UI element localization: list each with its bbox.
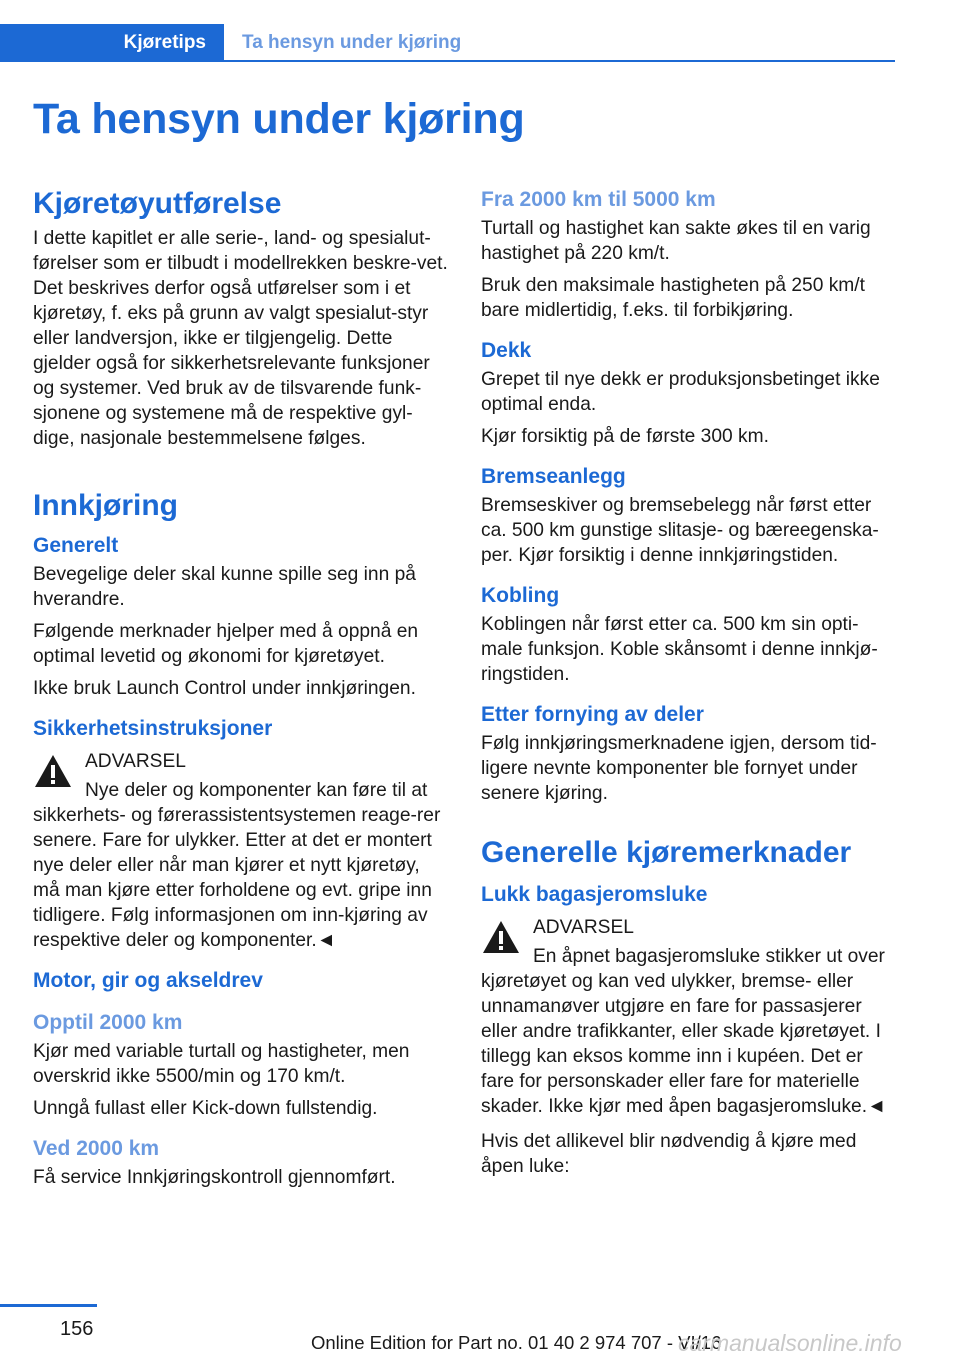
heading-upto-2000: Opptil 2000 km [33, 1011, 183, 1034]
warning-trunk [481, 915, 899, 1119]
heading-clutch: Kobling [481, 584, 560, 607]
heading-brakes: Bremseanlegg [481, 465, 626, 488]
heading-at-2000: Ved 2000 km [33, 1137, 160, 1160]
edition-footer: Online Edition for Part no. 01 40 2 974 707 - VI/16 [311, 1332, 722, 1353]
warning-title: ADVARSEL [533, 917, 634, 938]
chapter-tabbar [0, 24, 895, 62]
heading-engine: Motor, gir og akseldrev [33, 969, 263, 992]
page-title: Ta hensyn under kjøring [33, 95, 525, 143]
warning-safety [33, 749, 451, 953]
heading-renewal: Etter fornying av deler [481, 703, 704, 726]
heading-general: Generelt [33, 534, 119, 557]
paragraph-general-1: Bevegelige deler skal kunne spille seg inn på hverandre. [33, 564, 416, 610]
paragraph-general-3: Ikke bruk Launch Control under innkjøringen. [33, 678, 416, 699]
warning-text: En åpnet bagasjeromsluke stikker ut over kjøretøyet og kan ved ulykker, bremse- eller unnamanøver utgjøre en fare for passasjerer eller andre trafikkanter, eller skade kjøretøyet. I tillegg kan eksos komme inn i kupéen. Det er fare for personskader eller fare for materielle skader. Ikke kjør med åpen bagasjeromsluke.◄ [481, 946, 887, 1117]
watermark: carmanualsonline.info [678, 1330, 902, 1356]
warning-triangle-icon [33, 753, 73, 789]
paragraph-general-2: Følgende merknader hjelper med å oppnå en optimal levetid og økonomi for kjøretøyet. [33, 621, 419, 667]
paragraph-upto-1: Kjør med variable turtall og hastigheter, men overskrid ikke 5500/min og 170 km/t. [33, 1041, 410, 1087]
paragraph-tires-1: Grepet til nye dekk er produksjonsbetinget ikke optimal enda. [481, 369, 880, 415]
heading-tires: Dekk [481, 339, 532, 362]
heading-general-notes: Generelle kjøremerknader [481, 836, 852, 869]
tab-chapter[interactable]: Kjøretips [0, 24, 224, 62]
warning-triangle-icon [481, 919, 521, 955]
warning-text: Nye deler og komponenter kan føre til at sikkerhets- og førerassistentsystemen reage-rer senere. Fare for ulykker. Etter at det er montert nye deler eller når man kjører et nytt kjøretøy, må man kjøre etter forholdene og evt. gripe inn tidligere. Følg informasjonen om inn-kjøring av respektive deler og komponenter.◄ [33, 780, 441, 951]
paragraph-upto-2: Unngå fullast eller Kick-down fullstendig. [33, 1098, 378, 1119]
paragraph-clutch: Koblingen når først etter ca. 500 km sin opti-male funksjon. Koble skånsomt i denne innkjø-ringstiden. [481, 614, 878, 685]
heading-from-2000: Fra 2000 km til 5000 km [481, 188, 716, 211]
paragraph-from-1: Turtall og hastighet kan sakte økes til en varig hastighet på 220 km/t. [481, 218, 871, 264]
left-column [33, 186, 451, 1197]
paragraph-at-2000: Få service Innkjøringskontroll gjennomført. [33, 1167, 396, 1188]
paragraph-brakes: Bremseskiver og bremsebelegg når først etter ca. 500 km gunstige slitasje- og bæreegenska-per. Kjør forsiktig i denne innkjøringstiden. [481, 495, 879, 566]
paragraph-vehicle-version: I dette kapitlet er alle serie-, land- og spesialut-førelser som er tilbudt i modellrekken beskre-vet. Det beskrives derfor også utførelser som i et kjøretøy, f. eks på grunn av valgt spesialut-styr eller landversjon, ikke er tilgjengelig. Dette gjelder også for sikkerhetsrelevante funksjoner og systemer. Ved bruk av de tilsvarende funk-sjonene og systemene må de respektive gyl-dige, nasjonale bestemmelsene følges. [33, 228, 448, 449]
paragraph-tires-2: Kjør forsiktig på de første 300 km. [481, 426, 769, 447]
paragraph-trunk: Hvis det allikevel blir nødvendig å kjøre med åpen luke: [481, 1131, 857, 1177]
heading-vehicle-version: Kjøretøyutførelse [33, 187, 282, 220]
tab-section[interactable]: Ta hensyn under kjøring [242, 32, 462, 53]
page-number: 156 [60, 1318, 94, 1340]
tab-underline [224, 60, 895, 62]
right-column [481, 186, 899, 1186]
paragraph-renewal: Følg innkjøringsmerknadene igjen, dersom tid-ligere nevnte komponenter ble fornyet under senere kjøring. [481, 733, 877, 804]
footer-rule [0, 1304, 97, 1307]
heading-safety: Sikkerhetsinstruksjoner [33, 717, 273, 740]
heading-trunk: Lukk bagasjeromsluke [481, 883, 708, 906]
paragraph-from-2: Bruk den maksimale hastigheten på 250 km/t bare midlertidig, f.eks. til forbikjøring. [481, 275, 865, 321]
warning-title: ADVARSEL [85, 751, 186, 772]
heading-break-in: Innkjøring [33, 489, 178, 522]
